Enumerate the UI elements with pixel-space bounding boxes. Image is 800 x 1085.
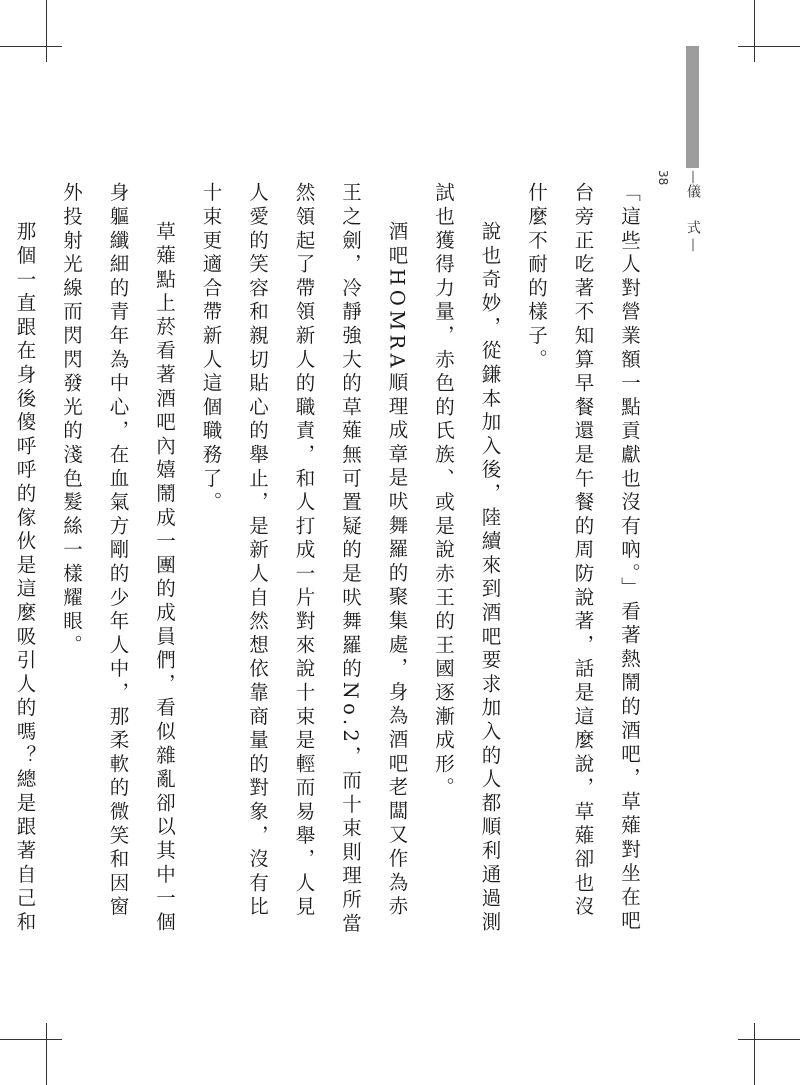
- paragraph: 草薙點上菸看著酒吧內嬉鬧成一團的成員們，看似雜亂卻以其中一個身軀纖細的青年為中心，在血氣方剛的少年人中，那柔軟的微笑和因窗外投射光線而閃閃發光的淺色髮絲一樣耀眼。: [60, 182, 176, 935]
- crop-mark: [0, 46, 62, 47]
- header-dash: —: [685, 238, 701, 252]
- header-dash: —: [685, 170, 701, 184]
- crop-mark: [0, 1039, 62, 1040]
- crop-mark: [46, 1023, 47, 1085]
- crop-mark: [738, 1039, 800, 1040]
- crop-mark: [738, 46, 800, 47]
- crop-mark: [754, 1023, 755, 1085]
- header-tab-bar: [686, 46, 699, 168]
- paragraph: 那個一直跟在身後傻呼呼的傢伙是這麼吸引人的嗎？總是跟著自己和: [13, 221, 37, 935]
- paragraph: 「這些人對營業額一點貢獻也沒有吶。」看著熱鬧的酒吧，草薙對坐在吧台旁正吃著不知算早餐還是午餐的周防說著，話是這麼說，草薙卻也沒什麼不耐的樣子。: [525, 182, 641, 934]
- chapter-title: 儀 式: [685, 184, 701, 238]
- crop-mark: [754, 0, 755, 62]
- crop-mark: [46, 0, 47, 62]
- paragraph: 酒吧HOMRA順理成章是吠舞羅的聚集處，身為酒吧老闆又作為赤王之劍，冷靜強大的草薙無可置疑的是吠舞羅的No.2，而十束則理所當然領起了帶領新人的職責，和人打成一片對來說十束是輕而易舉，人見人愛的笑容和親切貼心的舉止，是新人自然想依靠商量的對象，沒有比十束更適合帶新人這個職務了。: [199, 182, 409, 937]
- page-number: 38: [656, 170, 670, 186]
- paragraph: 說也奇妙，從鎌本加入後，陸續來到酒吧要求加入的人都順利通過測試也獲得力量，赤色的氏族、或是說赤王的王國逐漸成形。: [432, 182, 502, 935]
- body-text: [0, 182, 652, 942]
- running-header: [656, 170, 708, 265]
